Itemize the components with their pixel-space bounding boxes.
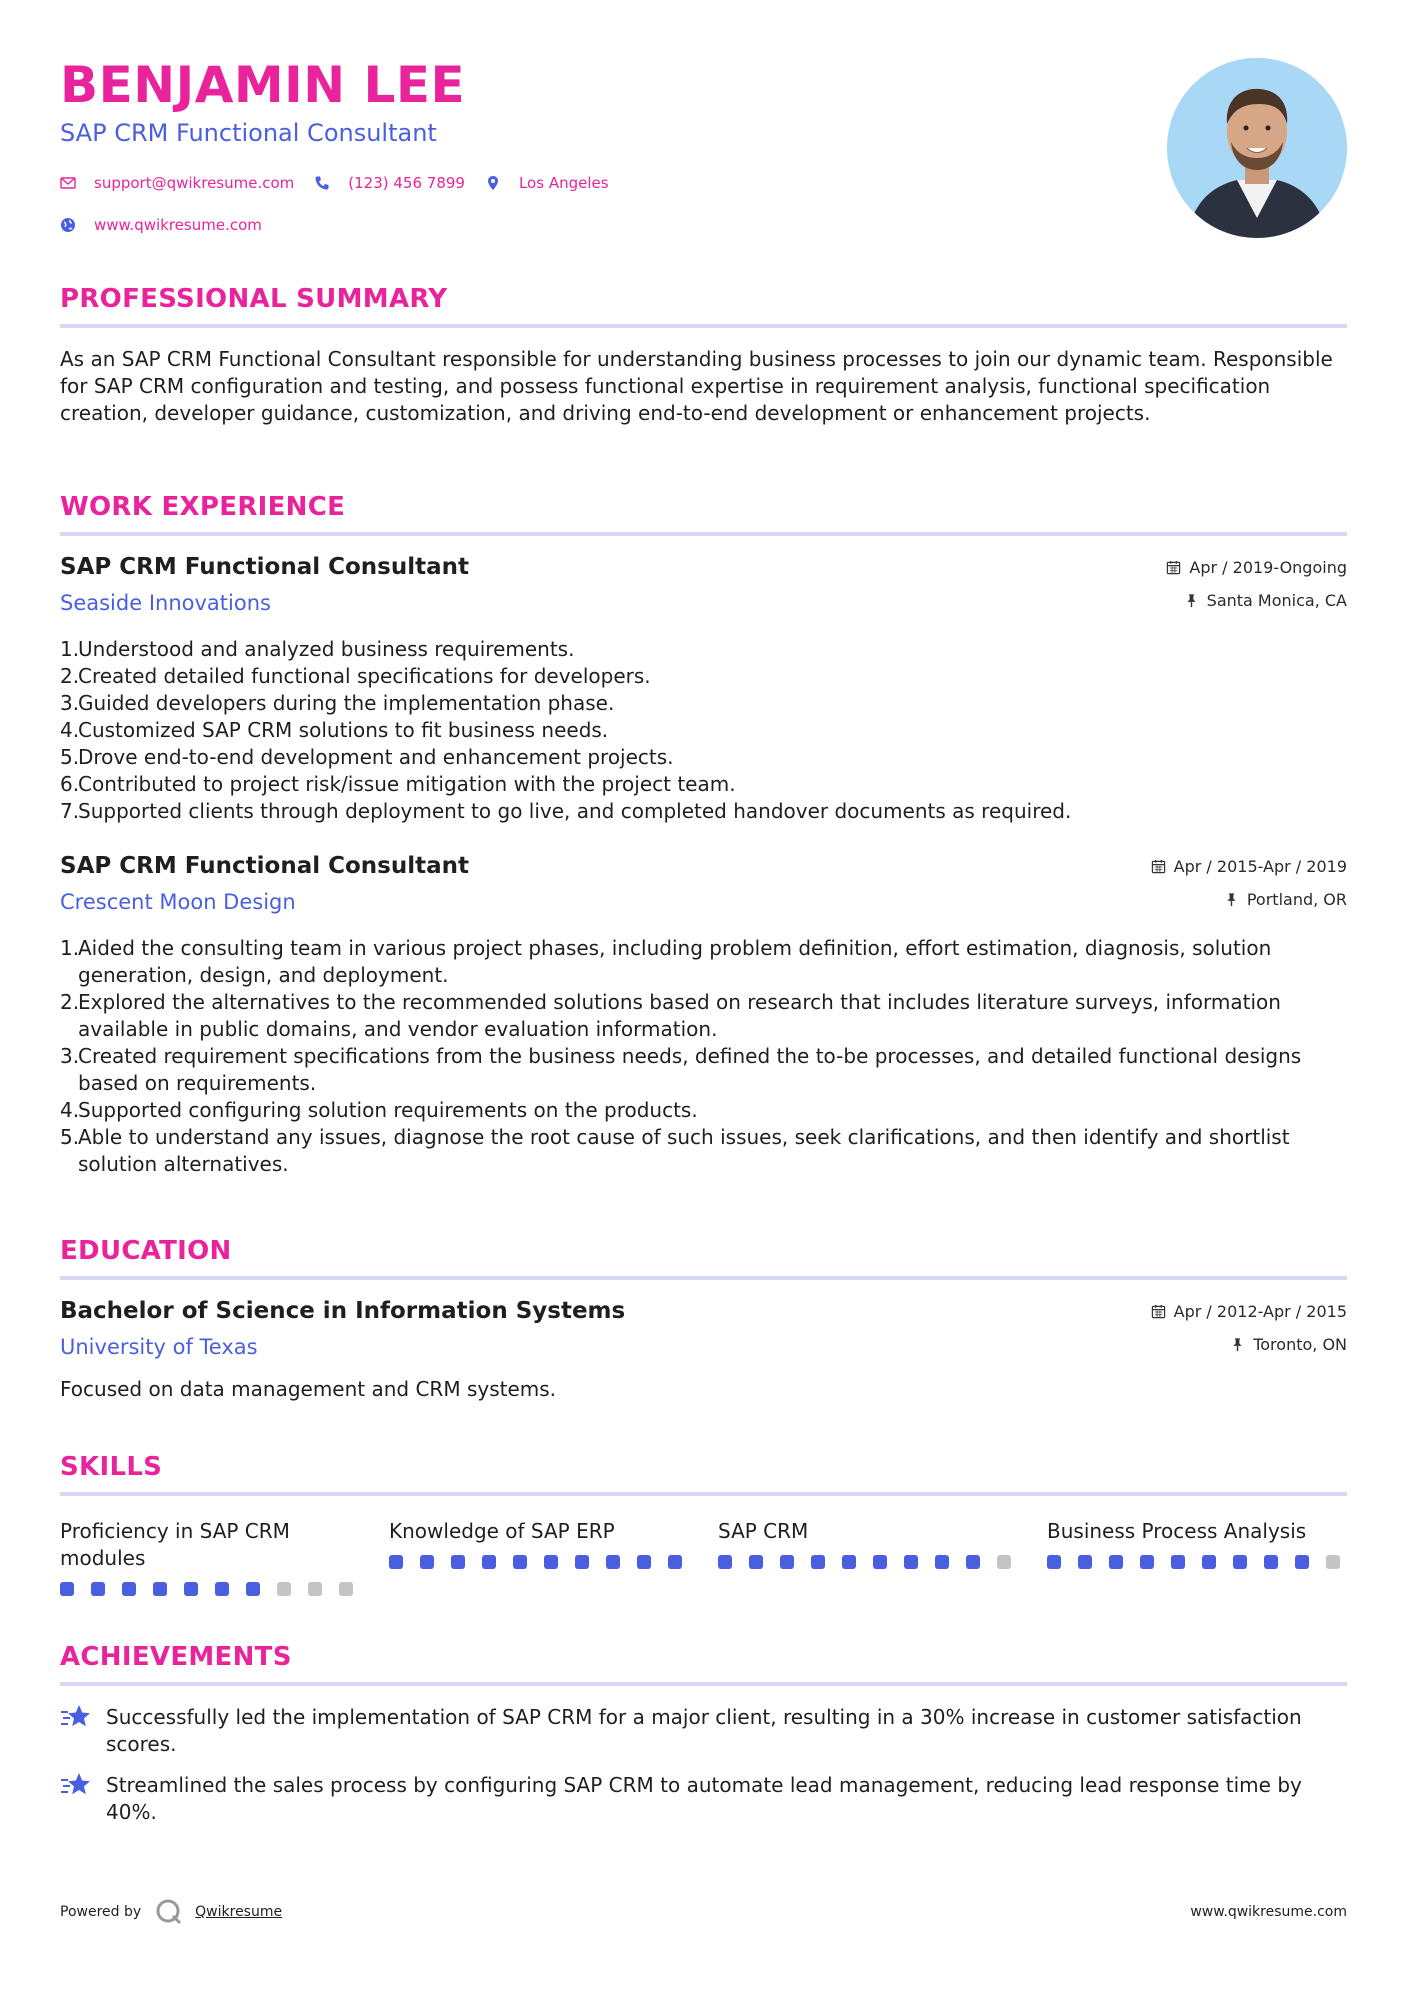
job-location: [1184, 591, 1347, 610]
skill-dot-filled: [1109, 1555, 1123, 1569]
skill-dot-filled: [780, 1555, 794, 1569]
education-description: Focused on data management and CRM systems.: [60, 1377, 557, 1401]
list-item: Aided the consulting team in various project phases, including problem definition, effort estimation, diagnosis, solution generation, design, and deployment.: [78, 936, 1272, 987]
list-item: Explored the alternatives to the recommended solutions based on research that includes literature surveys, information available in public domains, and vendor evaluation information.: [78, 990, 1281, 1041]
contact-row: [60, 174, 629, 192]
achievements-section: [60, 1642, 1347, 1840]
email-text: support@qwikresume.com: [94, 174, 295, 192]
star-icon: [60, 1702, 92, 1732]
achievement-item: [60, 1704, 1347, 1758]
job-responsibilities: [60, 935, 1347, 1178]
skill-dot-filled: [246, 1582, 260, 1596]
skill-dot-empty: [1326, 1555, 1340, 1569]
achievements-list: [60, 1704, 1347, 1826]
work-section: [60, 492, 1347, 1178]
footer-website[interactable]: www.qwikresume.com: [1190, 1904, 1347, 1920]
skill-dot-filled: [811, 1555, 825, 1569]
skill-dot-filled: [575, 1555, 589, 1569]
skill-dot-filled: [122, 1582, 136, 1596]
job-company: Crescent Moon Design: [60, 890, 296, 914]
pushpin-icon: [1224, 892, 1239, 907]
summary-heading: PROFESSIONAL SUMMARY: [60, 284, 448, 314]
list-item: Understood and analyzed business requirements.: [78, 637, 575, 661]
globe-icon: [60, 217, 76, 233]
education-date-text: Apr / 2012-Apr / 2015: [1173, 1302, 1347, 1321]
job-location-text: Santa Monica, CA: [1206, 591, 1347, 610]
education-location-text: Toronto, ON: [1253, 1335, 1347, 1354]
person-avatar-icon: [1167, 58, 1347, 238]
skill-dot-filled: [513, 1555, 527, 1569]
list-item: Supported configuring solution requirements on the products.: [78, 1098, 698, 1122]
skill-dot-filled: [1047, 1555, 1061, 1569]
skills-heading: SKILLS: [60, 1452, 163, 1482]
contact-row-2: [60, 216, 282, 234]
skill-dot-filled: [1171, 1555, 1185, 1569]
achievement-text: Streamlined the sales process by configuring SAP CRM to automate lead management, reducing lead response time by 40%.: [106, 1773, 1302, 1824]
skill-dot-empty: [277, 1582, 291, 1596]
summary-section: [60, 284, 1347, 427]
skill-dot-filled: [91, 1582, 105, 1596]
contact-location: [485, 174, 609, 192]
skill-dot-filled: [668, 1555, 682, 1569]
skill-dot-filled: [1264, 1555, 1278, 1569]
list-item: Guided developers during the implementation phase.: [78, 691, 615, 715]
education-date: [1151, 1302, 1347, 1321]
pushpin-icon: [1230, 1337, 1245, 1352]
list-item: Supported clients through deployment to go live, and completed handover documents as required.: [78, 799, 1072, 823]
job-company: Seaside Innovations: [60, 591, 271, 615]
job-entry: [60, 853, 1347, 1178]
job-title: SAP CRM Functional Consultant: [60, 554, 470, 580]
education-section: [60, 1236, 1347, 1403]
list-item: Drove end-to-end development and enhancement projects.: [78, 745, 674, 769]
skill-dot-filled: [389, 1555, 403, 1569]
school-name: University of Texas: [60, 1335, 258, 1359]
qwikresume-link[interactable]: Qwikresume: [195, 1904, 283, 1920]
skill-item: [718, 1518, 1018, 1596]
skill-dot-filled: [153, 1582, 167, 1596]
skill-dot-empty: [339, 1582, 353, 1596]
skill-dot-filled: [215, 1582, 229, 1596]
skill-item: [60, 1518, 360, 1596]
job-location: [1224, 890, 1347, 909]
section-divider: [60, 532, 1347, 536]
job-date-text: Apr / 2019-Ongoing: [1189, 558, 1347, 577]
profile-photo: [1167, 58, 1347, 238]
skill-rating: [718, 1555, 1018, 1569]
job-location-text: Portland, OR: [1246, 890, 1347, 909]
skill-dot-filled: [544, 1555, 558, 1569]
summary-text: As an SAP CRM Functional Consultant responsible for understanding business processes to join our dynamic team. Responsible for SAP CRM configuration and testing, and possess functional expertise in requirement analysis, functional specification creation, developer guidance, customization, and driving end-to-end development or enhancement projects.: [60, 347, 1333, 425]
skill-dot-filled: [1202, 1555, 1216, 1569]
location-text: Los Angeles: [518, 174, 609, 192]
star-icon: [60, 1770, 92, 1800]
skill-name: Business Process Analysis: [1047, 1519, 1307, 1543]
skill-rating: [389, 1555, 689, 1569]
skill-dot-filled: [842, 1555, 856, 1569]
section-divider: [60, 324, 1347, 328]
candidate-title: SAP CRM Functional Consultant: [60, 119, 437, 147]
list-item: Created requirement specifications from the business needs, defined the to-be processes, and detailed functional designs based on requirements.: [78, 1044, 1302, 1095]
powered-by-label: Powered by: [60, 1904, 142, 1920]
list-item: Able to understand any issues, diagnose the root cause of such issues, seek clarifications, and then identify and shortlist solution alternatives.: [78, 1125, 1290, 1176]
skill-rating: [60, 1582, 360, 1596]
calendar-icon: [1151, 1304, 1166, 1319]
qwikresume-logo-icon: [155, 1898, 183, 1926]
skill-name: SAP CRM: [718, 1519, 809, 1543]
list-item: Created detailed functional specifications for developers.: [78, 664, 651, 688]
education-heading: EDUCATION: [60, 1236, 232, 1266]
skill-item: [1047, 1518, 1347, 1596]
map-pin-icon: [485, 175, 501, 191]
skill-rating: [1047, 1555, 1347, 1569]
skills-section: [60, 1452, 1347, 1596]
achievement-item: [60, 1772, 1347, 1826]
skill-dot-filled: [718, 1555, 732, 1569]
skill-dot-filled: [184, 1582, 198, 1596]
powered-by: [60, 1898, 282, 1926]
skill-dot-filled: [60, 1582, 74, 1596]
skill-dot-filled: [966, 1555, 980, 1569]
job-date: [1166, 558, 1347, 577]
skill-dot-filled: [1078, 1555, 1092, 1569]
skill-dot-filled: [904, 1555, 918, 1569]
skill-dot-filled: [482, 1555, 496, 1569]
achievement-text: Successfully led the implementation of SAP CRM for a major client, resulting in a 30% increase in customer satisfaction scores.: [106, 1705, 1302, 1756]
envelope-icon: [60, 175, 76, 191]
job-title: SAP CRM Functional Consultant: [60, 853, 470, 879]
job-date: [1151, 857, 1347, 876]
contact-email[interactable]: [60, 174, 294, 192]
skill-dot-filled: [451, 1555, 465, 1569]
list-item: Customized SAP CRM solutions to fit business needs.: [78, 718, 609, 742]
skill-name: Knowledge of SAP ERP: [389, 1519, 615, 1543]
skill-dot-filled: [1140, 1555, 1154, 1569]
contact-phone[interactable]: [314, 174, 465, 192]
pushpin-icon: [1184, 593, 1199, 608]
phone-text: (123) 456 7899: [348, 174, 465, 192]
skill-name: Proficiency in SAP CRM modules: [60, 1519, 290, 1570]
resume-header: [60, 0, 1347, 245]
skill-dot-filled: [873, 1555, 887, 1569]
education-location: [1230, 1335, 1347, 1354]
skill-dot-filled: [420, 1555, 434, 1569]
skills-grid: [60, 1518, 1347, 1596]
job-date-text: Apr / 2015-Apr / 2019: [1173, 857, 1347, 876]
calendar-icon: [1166, 560, 1181, 575]
job-entry: [60, 554, 1347, 825]
degree-title: Bachelor of Science in Information Systems: [60, 1298, 626, 1324]
work-heading: WORK EXPERIENCE: [60, 492, 346, 522]
skill-dot-filled: [749, 1555, 763, 1569]
calendar-icon: [1151, 859, 1166, 874]
section-divider: [60, 1682, 1347, 1686]
job-responsibilities: [60, 636, 1347, 825]
skill-dot-filled: [1233, 1555, 1247, 1569]
skill-dot-filled: [1295, 1555, 1309, 1569]
section-divider: [60, 1276, 1347, 1280]
website-text: www.qwikresume.com: [94, 216, 262, 234]
skill-dot-filled: [935, 1555, 949, 1569]
education-entry: [60, 1298, 1347, 1403]
skill-dot-filled: [606, 1555, 620, 1569]
list-item: Contributed to project risk/issue mitigation with the project team.: [78, 772, 736, 796]
achievements-heading: ACHIEVEMENTS: [60, 1642, 292, 1672]
contact-website[interactable]: [60, 216, 262, 234]
skill-dot-filled: [637, 1555, 651, 1569]
skill-dot-empty: [997, 1555, 1011, 1569]
skill-item: [389, 1518, 689, 1596]
skill-dot-empty: [308, 1582, 322, 1596]
section-divider: [60, 1492, 1347, 1496]
phone-icon: [314, 175, 330, 191]
candidate-name: BENJAMIN LEE: [60, 56, 466, 114]
page-footer: [60, 1898, 1347, 1926]
